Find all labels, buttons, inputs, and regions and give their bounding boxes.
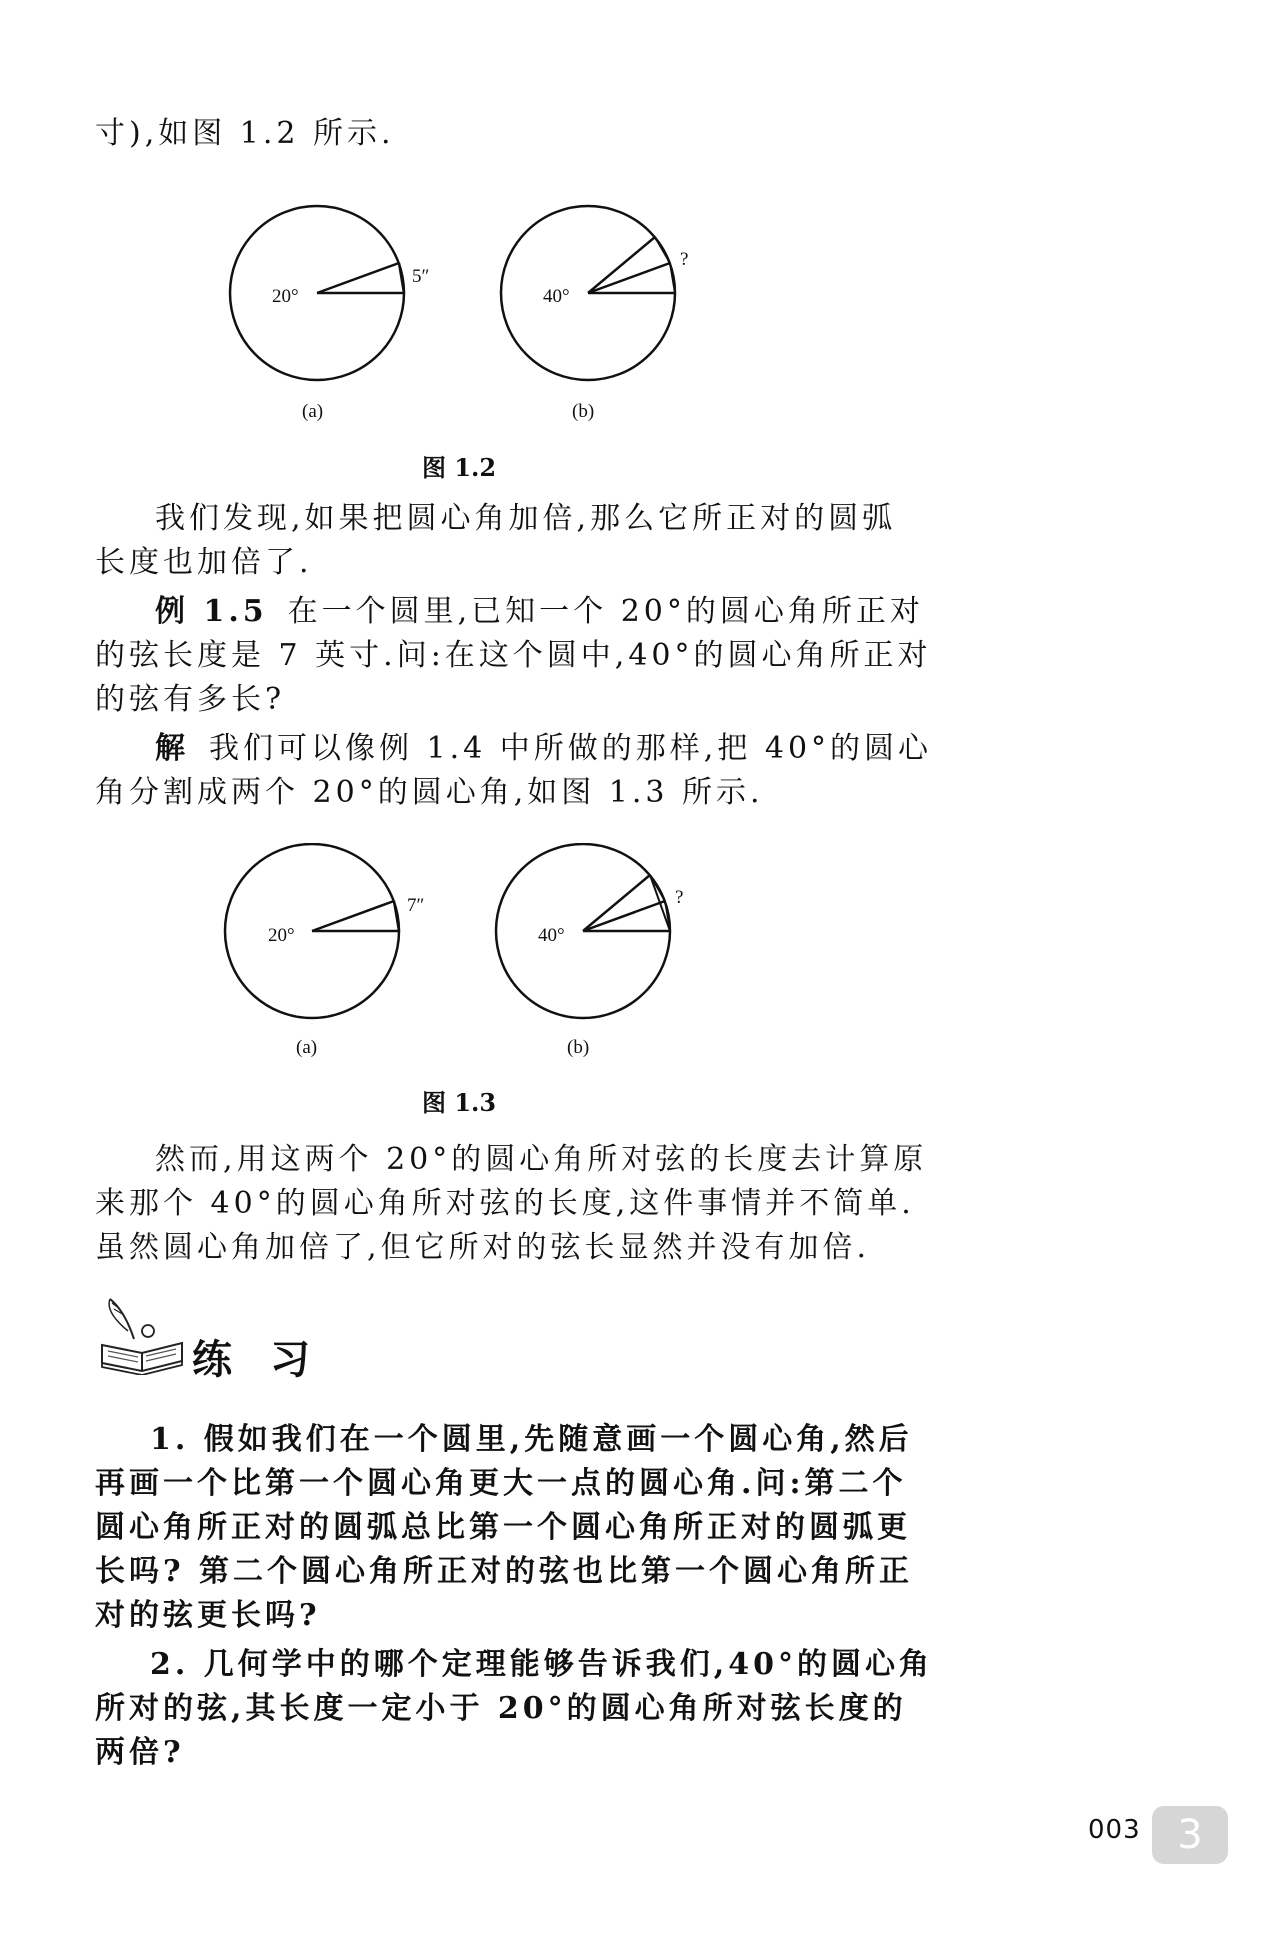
paragraph-2-line-3: 虽然圆心角加倍了,但它所对的弦长显然并没有加倍.	[95, 1230, 871, 1265]
exercise-line-3: 圆心角所正对的圆弧总比第一个圆心角所正对的圆弧更	[95, 1510, 911, 1545]
exercise-line-7: 所对的弦,其长度一定小于 20°的圆心角所对弦长度的	[95, 1691, 907, 1726]
solution-text-1: 我们可以像例 1.4 中所做的那样,把 40°的圆心	[209, 731, 933, 766]
solution-label: 解	[155, 731, 189, 766]
example-label: 例 1.5	[155, 594, 268, 629]
figure-1-3a-sublabel: (a)	[296, 1037, 318, 1058]
exercise-line-5: 对的弦更长吗?	[95, 1598, 321, 1633]
figure-1-2b-diagram	[501, 206, 688, 380]
figure-1-3b-angle: 40°	[538, 925, 565, 946]
paragraph-1-line-2: 长度也加倍了.	[95, 545, 313, 580]
exercise-line-8: 两倍?	[95, 1735, 185, 1770]
figure-1-3	[200, 843, 720, 1083]
figure-1-2b-angle: 40°	[543, 286, 570, 307]
figure-1-3b-sublabel: (b)	[567, 1037, 590, 1058]
solution-line-1	[155, 727, 932, 771]
figure-1-2b-chord-label: ?	[680, 249, 689, 270]
figure-1-3a-diagram	[225, 844, 424, 1018]
page-number: 003	[1088, 1815, 1141, 1845]
figure-1-2a-angle: 20°	[272, 286, 299, 307]
figure-1-2-caption: 图 1.2	[422, 453, 497, 482]
figure-1-3b-chord-label: ?	[675, 887, 684, 908]
exercise-line-4: 长吗? 第二个圆心角所正对的弦也比第一个圆心角所正	[95, 1554, 914, 1589]
figure-1-2a-chord-label: 5″	[412, 266, 430, 287]
paragraph-2-line-2: 来那个 40°的圆心角所对弦的长度,这件事情并不简单.	[95, 1186, 915, 1221]
solution-line-2: 角分割成两个 20°的圆心角,如图 1.3 所示.	[95, 775, 764, 810]
figure-1-3-caption: 图 1.3	[422, 1088, 497, 1117]
example-text-1: 在一个圆里,已知一个 20°的圆心角所正对	[287, 594, 924, 629]
figure-1-2b-sublabel: (b)	[572, 401, 595, 422]
figure-1-3b-diagram	[496, 844, 683, 1018]
paragraph-2-line-1: 然而,用这两个 20°的圆心角所对弦的长度去计算原	[155, 1142, 928, 1177]
figure-1-3a-angle: 20°	[268, 925, 295, 946]
example-line-1	[155, 590, 924, 634]
exercise-line-6: 2. 几何学中的哪个定理能够告诉我们,40°的圆心角	[150, 1647, 933, 1682]
figure-1-2	[200, 200, 720, 440]
figure-1-2a-sublabel: (a)	[302, 401, 324, 422]
figure-1-3a-chord-label: 7″	[407, 895, 425, 916]
example-line-3: 的弦有多长?	[95, 682, 286, 717]
exercise-line-1: 1. 假如我们在一个圆里,先随意画一个圆心角,然后	[150, 1422, 913, 1457]
paragraph-1-line-1: 我们发现,如果把圆心角加倍,那么它所正对的圆弧	[155, 501, 897, 536]
page-badge: 3	[1152, 1806, 1228, 1864]
intro-line: 寸),如图 1.2 所示.	[95, 116, 395, 151]
example-line-2: 的弦长度是 7 英寸.问:在这个圆中,40°的圆心角所正对	[95, 638, 932, 673]
exercises-title: 练习	[192, 1336, 348, 1383]
figure-1-2a-diagram	[230, 206, 429, 380]
exercise-line-2: 再画一个比第一个圆心角更大一点的圆心角.问:第二个	[95, 1466, 907, 1501]
book-quill-icon	[98, 1295, 188, 1375]
